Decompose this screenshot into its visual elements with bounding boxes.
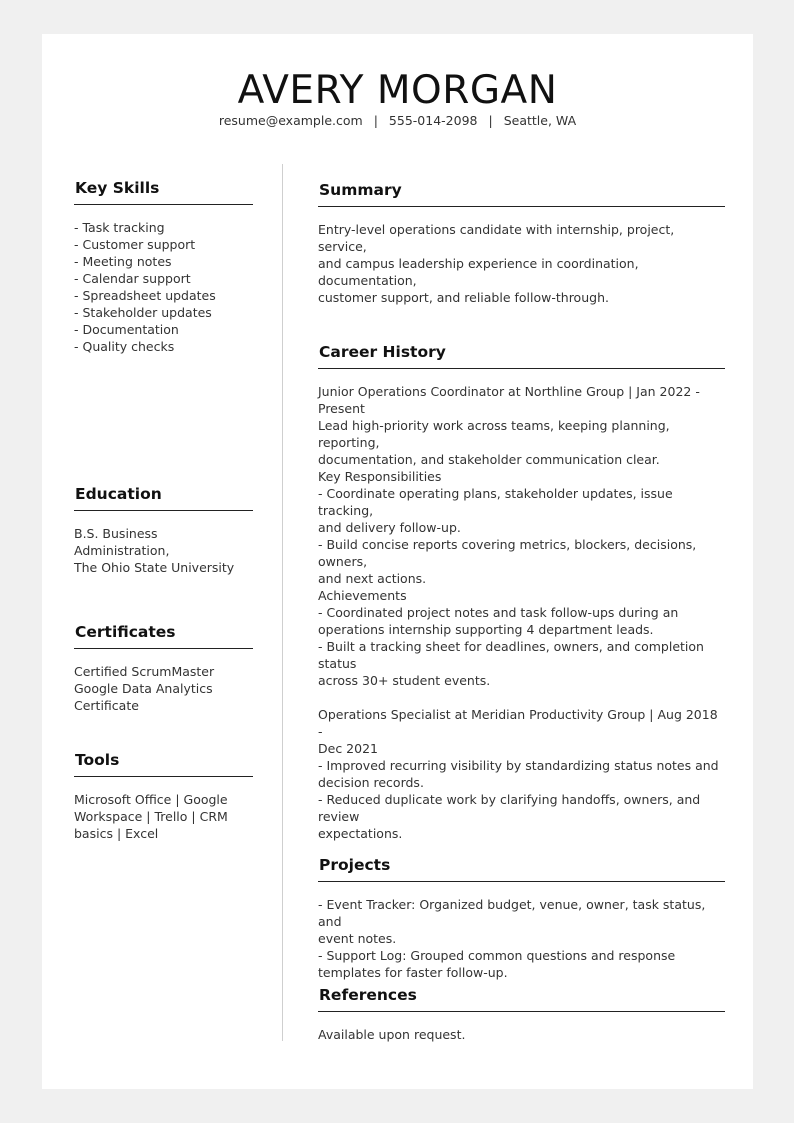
- text-line: customer support, and reliable follow-through.: [318, 290, 609, 305]
- section-title: Career History: [318, 342, 725, 369]
- tools-body: [74, 791, 253, 842]
- text-line: Achievements: [318, 588, 407, 603]
- text-line: Google Data Analytics: [74, 681, 213, 696]
- text-line: event notes.: [318, 931, 397, 946]
- education-body: [74, 525, 253, 576]
- job-entry: [318, 383, 725, 689]
- text-line: Key Responsibilities: [318, 469, 442, 484]
- text-line: operations internship supporting 4 department leads.: [318, 622, 654, 637]
- contact-separator: |: [373, 113, 378, 128]
- text-line: - Reduced duplicate work by clarifying handoffs, owners, and review: [318, 792, 701, 824]
- skills-section: [74, 178, 253, 355]
- text-line: across 30+ student events.: [318, 673, 491, 688]
- text-line: Operations Specialist at Meridian Productivity Group | Aug 2018 -: [318, 707, 718, 739]
- section-title: Education: [74, 484, 253, 511]
- text-line: Lead high-priority work across teams, keeping planning, reporting,: [318, 418, 670, 450]
- list-item: - Calendar support: [74, 271, 191, 286]
- text-line: Certificate: [74, 698, 139, 713]
- career-body: [318, 383, 725, 842]
- summary-section: [318, 180, 725, 306]
- certificates-body: [74, 663, 253, 714]
- text-line: expectations.: [318, 826, 403, 841]
- text-line: - Build concise reports covering metrics, blockers, decisions, owners,: [318, 537, 697, 569]
- contact-line: [42, 113, 753, 129]
- skills-list: [74, 219, 253, 355]
- list-item: - Customer support: [74, 237, 196, 252]
- text-line: and delivery follow-up.: [318, 520, 461, 535]
- tools-section: [74, 750, 253, 842]
- section-title: Summary: [318, 180, 725, 207]
- contact-phone: 555-014-2098: [388, 113, 478, 128]
- text-line: Dec 2021: [318, 741, 378, 756]
- column-divider: [282, 164, 283, 1041]
- section-title: Tools: [74, 750, 253, 777]
- contact-separator: |: [488, 113, 493, 128]
- candidate-name: AVERY MORGAN: [237, 68, 558, 113]
- career-history-section: [318, 342, 725, 842]
- job-entry: [318, 706, 725, 842]
- text-line: - Support Log: Grouped common questions and response: [318, 948, 676, 963]
- list-item: - Quality checks: [74, 339, 175, 354]
- text-line: basics | Excel: [74, 826, 159, 841]
- text-line: - Improved recurring visibility by standardizing status notes and: [318, 758, 719, 773]
- text-line: Workspace | Trello | CRM: [74, 809, 228, 824]
- text-line: - Coordinate operating plans, stakeholder updates, issue tracking,: [318, 486, 673, 518]
- text-line: - Built a tracking sheet for deadlines, owners, and completion status: [318, 639, 704, 671]
- text-line: and next actions.: [318, 571, 427, 586]
- list-item: - Stakeholder updates: [74, 305, 212, 320]
- text-line: Present: [318, 401, 365, 416]
- text-line: - Coordinated project notes and task follow-ups during an: [318, 605, 679, 620]
- text-line: documentation, and stakeholder communication clear.: [318, 452, 660, 467]
- spacer: [318, 689, 725, 706]
- list-item: - Spreadsheet updates: [74, 288, 216, 303]
- education-section: [74, 484, 253, 576]
- text-line: templates for faster follow-up.: [318, 965, 508, 980]
- certificates-section: [74, 622, 253, 714]
- text-line: - Event Tracker: Organized budget, venue, owner, task status, and: [318, 897, 706, 929]
- contact-email: resume@example.com: [218, 113, 363, 128]
- section-title: Projects: [318, 855, 725, 882]
- text-line: Available upon request.: [318, 1027, 466, 1042]
- projects-section: [318, 855, 725, 981]
- references-body: [318, 1026, 725, 1043]
- text-line: The Ohio State University: [74, 560, 235, 575]
- list-item: - Documentation: [74, 322, 179, 337]
- text-line: Entry-level operations candidate with internship, project, service,: [318, 222, 675, 254]
- section-title: Key Skills: [74, 178, 253, 205]
- summary-body: [318, 221, 725, 306]
- text-line: and campus leadership experience in coordination, documentation,: [318, 256, 639, 288]
- contact-location: Seattle, WA: [503, 113, 577, 128]
- list-item: - Task tracking: [74, 220, 165, 235]
- section-title: References: [318, 985, 725, 1012]
- text-line: B.S. Business Administration,: [74, 526, 170, 558]
- resume-page: [42, 34, 753, 1089]
- text-line: decision records.: [318, 775, 424, 790]
- text-line: Junior Operations Coordinator at Northline Group | Jan 2022 -: [318, 384, 700, 399]
- text-line: Microsoft Office | Google: [74, 792, 228, 807]
- text-line: Certified ScrumMaster: [74, 664, 215, 679]
- list-item: - Meeting notes: [74, 254, 172, 269]
- references-section: [318, 985, 725, 1043]
- projects-body: [318, 896, 725, 981]
- section-title: Certificates: [74, 622, 253, 649]
